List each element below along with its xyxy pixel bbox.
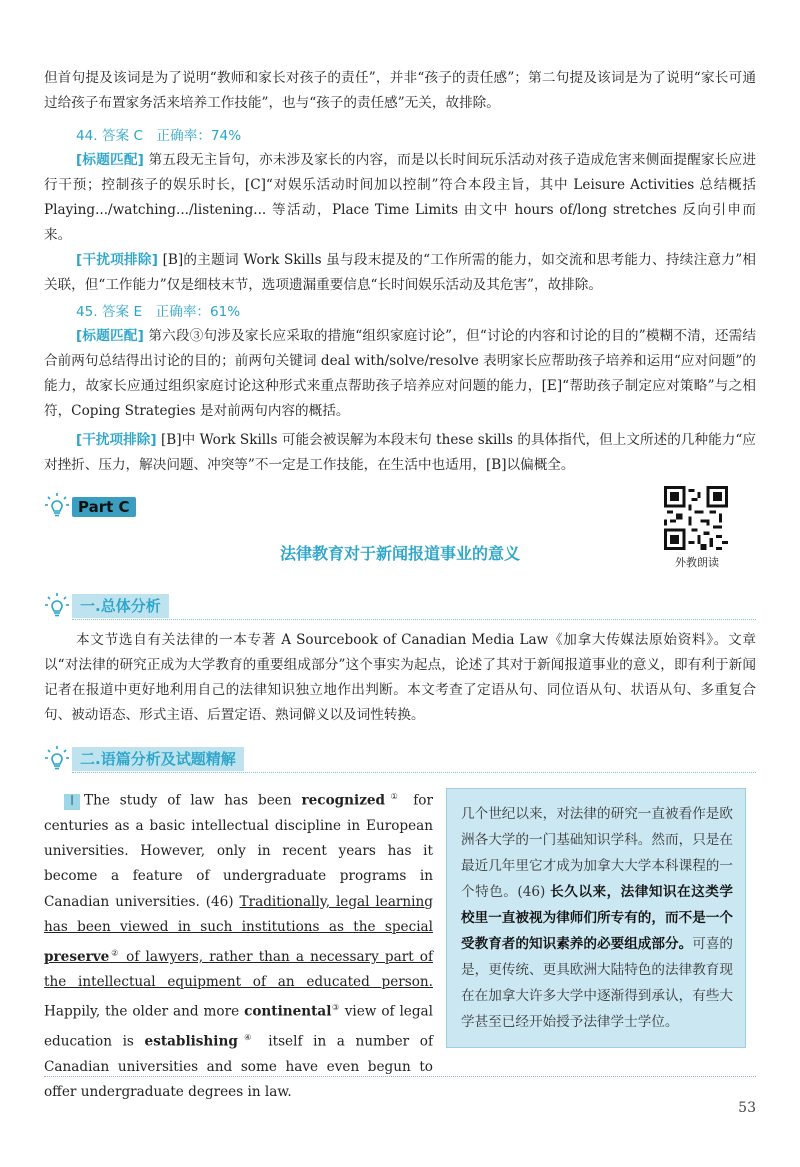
section-heading: 二.语篇分析及试题精解: [72, 747, 244, 771]
overall-analysis-text: 本文节选自有关法律的一本专著 A Sourcebook of Canadian Media Law《加拿大传媒法原始资料》。文章以“对法律的研究正成为大学教育的重要组成部分”这个事实为起点，论述了其对于新闻报道事业的意义，即有利于新闻记者在报道中更好地利用自己的法律知识独立地作出判断。本文考查了定语从句、同位语从句、状语从句、多重复合句、被动语态、形式主语、后置定语、熟词僻义以及词性转换。: [44, 632, 756, 723]
paragraph-number: I: [64, 794, 80, 810]
q45-match-text: 第六段③句涉及家长应采取的措施“组织家庭讨论”，但“讨论的内容和讨论的目的”模糊不清，还需结合前两句总结得出讨论的目的；前两句关键词 deal with/solve/resolve 表明家长应帮助孩子培养和运用“应对问题”的能力，故家长应通过组织家庭讨论这种形式来重点帮助孩子培养应对问题的能力，[E]“帮助孩子制定应对策略”与之相符，Coping Strategies 是对前两句内容的概括。: [44, 328, 756, 419]
q44-distract-text: [B]的主题词 Work Skills 虽与段末提及的“工作所需的能力，如交流和思考能力、持续注意力”相关联，但“工作能力”仅是细枝末节，选项遗漏重要信息“长时间娱乐活动及其危害”，故排除。: [44, 252, 756, 293]
translation-sentence-46: Traditionally, legal learning has been viewed in such institutions as the special preserve② of lawyers, rather than a necessary part of the intellectual equipment of an educated person.: [44, 893, 433, 991]
section-heading: 一.总体分析: [72, 594, 169, 618]
section-discourse-analysis-header: [44, 745, 756, 773]
q44-match-text: 第五段无主旨句，亦未涉及家长的内容，而是以长时间玩乐活动对孩子造成危害来侧面提醒家长应进行干预；控制孩子的娱乐时长，[C]“对娱乐活动时间加以控制”符合本段主旨，其中 Leisure Activities 总结概括 Playing.../watching.../listening... 等活动，Place Time Limits 由文中 hours of/long stretches 反向引申而来。: [44, 152, 756, 243]
q44-distract-paragraph: [44, 248, 756, 298]
q45-distract-tag: [干扰项排除]: [76, 432, 157, 448]
q44-match-paragraph: [44, 148, 756, 248]
article-title: 法律教育对于新闻报道事业的意义: [279, 544, 520, 563]
vocab-establishing: establishing: [144, 1033, 238, 1050]
part-c-badge: Part C: [72, 497, 136, 517]
q45-distract-paragraph: [44, 428, 756, 478]
section-overall-analysis-header: [44, 592, 756, 620]
intro-paragraph: 但首句提及该词是为了说明“教师和家长对孩子的责任”，并非“孩子的责任感”；第二句提及该词是为了说明“家长可通过给孩子布置家务活来培养工作技能”，也与“孩子的责任感”无关，故排除。: [44, 70, 756, 111]
divider: [44, 1076, 756, 1077]
qr-code-label: 外教朗读: [675, 556, 719, 569]
vocab-recognized: recognized: [301, 792, 386, 809]
q45-match-paragraph: [44, 324, 756, 424]
q45-distract-text: [B]中 Work Skills 可能会被误解为本段末句 these skills 的具体指代，但上文所述的几种能力“应对挫折、压力，解决问题、冲突等”不一定是工作技能，在生活中也适用，[B]以偏概全。: [44, 432, 756, 473]
lightbulb-icon: [44, 592, 70, 620]
chinese-translation-box: 几个世纪以来，对法律的研究一直被看作是欧洲各大学的一门基础知识学科。然而，只是在最近几年里它才成为加拿大大学本科课程的一个特色。(46) 长久以来，法律知识在这类学校里一直被视为律师们所专有的，而不是一个受教育者的知识素养的必要组成部分。可喜的是，更传统、更具欧洲大陆特色的法律教育现在在加拿大许多大学中逐渐得到承认，有些大学甚至已经开始授予法律学士学位。: [446, 788, 746, 1048]
part-c-label: [44, 492, 152, 522]
page-number: 53: [738, 1100, 756, 1116]
q44-distract-tag: [干扰项排除]: [76, 252, 158, 268]
vocab-preserve: preserve: [44, 948, 110, 965]
translation-answer-46: 长久以来，法律知识在这类学校里一直被视为律师们所专有的，而不是一个受教育者的知识素养的必要组成部分。: [461, 884, 733, 952]
q44-match-tag: [标题匹配]: [76, 152, 144, 168]
q45-match-tag: [标题匹配]: [76, 328, 144, 344]
qr-code-icon[interactable]: [664, 486, 728, 550]
q45-answer-header: 45. 答案 E 正确率：61%: [76, 304, 241, 320]
lightbulb-icon: [44, 492, 70, 520]
english-passage: I The study of law has been recognized① for centuries as a basic intellectual discipline in European universities. However, only in recent years has it become a feature of undergraduate programs in Canadian universities. (46) Traditionally, legal learning has been viewed in such institutions as the special preserve② of lawyers, rather than a necessary part of the intellectual equipment of an educated person. Happily, the older and more continental③ view of legal education is establishing④ itself in a number of Canadian universities and some have even begun to offer undergraduate degrees in law.: [44, 792, 434, 1101]
vocab-continental: continental: [244, 1003, 332, 1020]
lightbulb-icon: [44, 745, 70, 773]
q44-answer-header: 44. 答案 C 正确率：74%: [76, 128, 242, 144]
